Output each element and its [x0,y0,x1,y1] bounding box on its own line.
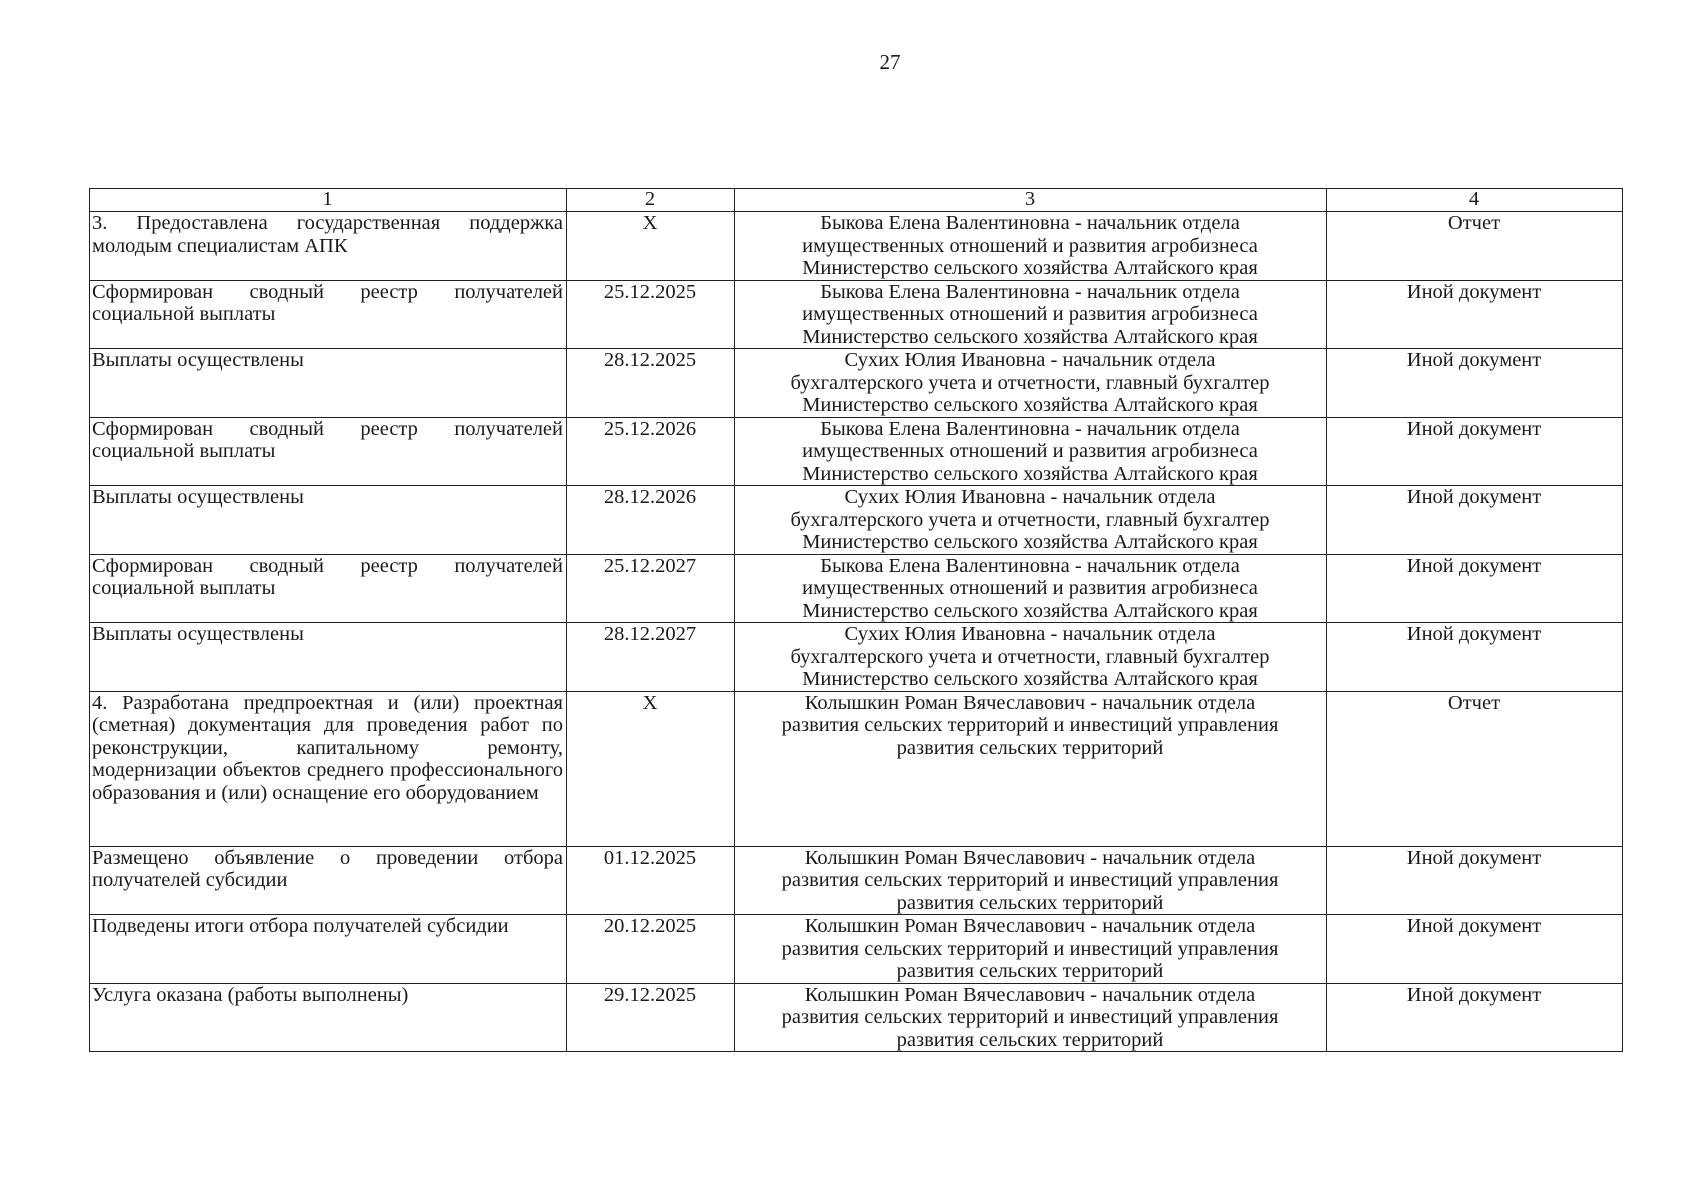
responsible-line: Сухих Юлия Ивановна - начальник отдела [844,486,1216,508]
responsible-cell [735,212,1327,281]
table-row [90,623,1623,692]
document-type-cell: Отчет [1327,212,1623,281]
responsible-line: Быкова Елена Валентиновна - начальник отдела [820,554,1240,577]
event-cell: 4. Разработана предпроектная и (или) проектная (сметная) документация для проведения работ по реконструкции, капитальному ремонту, модернизации объектов среднего профессионального образования и (или) оснащение его оборудованием [90,691,567,846]
date-cell: X [567,212,735,281]
responsible-line: Министерство сельского хозяйства Алтайского края [802,531,1258,553]
document-type-cell: Отчет [1327,691,1623,846]
responsible-line: бухгалтерского учета и отчетности, главный бухгалтер [790,371,1270,394]
table-row [90,349,1623,418]
responsible-cell [735,915,1327,984]
table-row [90,915,1623,984]
responsible-line: развития сельских территорий и инвестиций управления [781,714,1279,736]
document-type-cell: Иной документ [1327,417,1623,486]
responsible-line: Колышкин Роман Вячеславович - начальник отдела [804,915,1256,937]
document-type-cell: Иной документ [1327,915,1623,984]
table-row [90,280,1623,349]
responsible-line: Быкова Елена Валентиновна - начальник отдела [820,212,1240,234]
responsible-line: Колышкин Роман Вячеславович - начальник отдела [804,691,1256,714]
event-cell: Размещено объявление о проведении отбора получателей субсидии [90,846,567,915]
document-type-cell: Иной документ [1327,349,1623,418]
responsible-cell [735,417,1327,486]
document-type-cell: Иной документ [1327,486,1623,555]
responsible-line: имущественных отношений и развития агробизнеса [802,440,1258,462]
table-row [90,554,1623,623]
table-row [90,983,1623,1052]
event-cell: Сформирован сводный реестр получателей социальной выплаты [90,280,567,349]
responsible-line: Быкова Елена Валентиновна - начальник отдела [820,280,1240,303]
page-number: 27 [879,50,901,74]
table-row [90,486,1623,555]
responsible-line: развития сельских территорий [896,736,1164,759]
document-type-cell: Иной документ [1327,623,1623,692]
date-cell: X [567,691,735,846]
responsible-line: Колышкин Роман Вячеславович - начальник отдела [804,983,1256,1006]
responsible-line: бухгалтерского учета и отчетности, главный бухгалтер [790,508,1270,531]
column-header: 1 [90,189,567,212]
date-cell: 28.12.2025 [567,349,735,418]
responsible-cell [735,691,1327,846]
responsible-cell [735,554,1327,623]
responsible-line: Министерство сельского хозяйства Алтайского края [802,394,1258,416]
responsible-line: Быкова Елена Валентиновна - начальник отдела [820,417,1240,440]
document-type-cell: Иной документ [1327,280,1623,349]
table-row [90,691,1623,846]
date-cell: 01.12.2025 [567,846,735,915]
responsible-cell [735,486,1327,555]
responsible-line: развития сельских территорий и инвестиций управления [781,869,1279,891]
responsible-line: развития сельских территорий и инвестиций управления [781,1006,1279,1028]
column-header: 2 [567,189,735,212]
responsible-line: имущественных отношений и развития агробизнеса [802,303,1258,325]
activity-table [89,188,1623,1052]
document-type-cell: Иной документ [1327,846,1623,915]
date-cell: 25.12.2027 [567,554,735,623]
event-cell: 3. Предоставлена государственная поддержка молодым специалистам АПК [90,212,567,281]
responsible-line: Министерство сельского хозяйства Алтайского края [802,462,1258,485]
responsible-cell [735,846,1327,915]
responsible-line: развития сельских территорий [896,1028,1164,1051]
event-cell: Сформирован сводный реестр получателей социальной выплаты [90,554,567,623]
date-cell: 28.12.2027 [567,623,735,692]
event-cell: Выплаты осуществлены [90,623,567,692]
event-cell: Выплаты осуществлены [90,486,567,555]
responsible-line: имущественных отношений и развития агробизнеса [802,577,1258,599]
date-cell: 28.12.2026 [567,486,735,555]
date-cell: 29.12.2025 [567,983,735,1052]
event-cell: Услуга оказана (работы выполнены) [90,983,567,1052]
date-cell: 20.12.2025 [567,915,735,984]
responsible-line: Министерство сельского хозяйства Алтайского края [802,257,1258,279]
responsible-line: развития сельских территорий [896,891,1164,914]
document-type-cell: Иной документ [1327,983,1623,1052]
table-row [90,212,1623,281]
responsible-cell [735,349,1327,418]
responsible-line: имущественных отношений и развития агробизнеса [802,234,1258,257]
table-row [90,417,1623,486]
document-type-cell: Иной документ [1327,554,1623,623]
responsible-line: развития сельских территорий [896,960,1164,982]
table-row [90,846,1623,915]
responsible-line: Министерство сельского хозяйства Алтайского края [802,599,1258,622]
column-header: 4 [1327,189,1623,212]
responsible-line: Министерство сельского хозяйства Алтайского края [802,668,1258,690]
responsible-line: Министерство сельского хозяйства Алтайского края [802,325,1258,348]
column-header: 3 [735,189,1327,212]
responsible-cell [735,280,1327,349]
responsible-cell [735,623,1327,692]
table-header-row [90,189,1623,212]
event-cell: Подведены итоги отбора получателей субсидии [90,915,567,984]
responsible-line: Сухих Юлия Ивановна - начальник отдела [844,349,1216,371]
date-cell: 25.12.2025 [567,280,735,349]
responsible-cell [735,983,1327,1052]
responsible-line: развития сельских территорий и инвестиций управления [781,937,1279,960]
event-cell: Выплаты осуществлены [90,349,567,418]
responsible-line: Колышкин Роман Вячеславович - начальник отдела [804,846,1256,869]
responsible-line: бухгалтерского учета и отчетности, главный бухгалтер [790,645,1270,668]
date-cell: 25.12.2026 [567,417,735,486]
responsible-line: Сухих Юлия Ивановна - начальник отдела [844,623,1216,645]
event-cell: Сформирован сводный реестр получателей социальной выплаты [90,417,567,486]
